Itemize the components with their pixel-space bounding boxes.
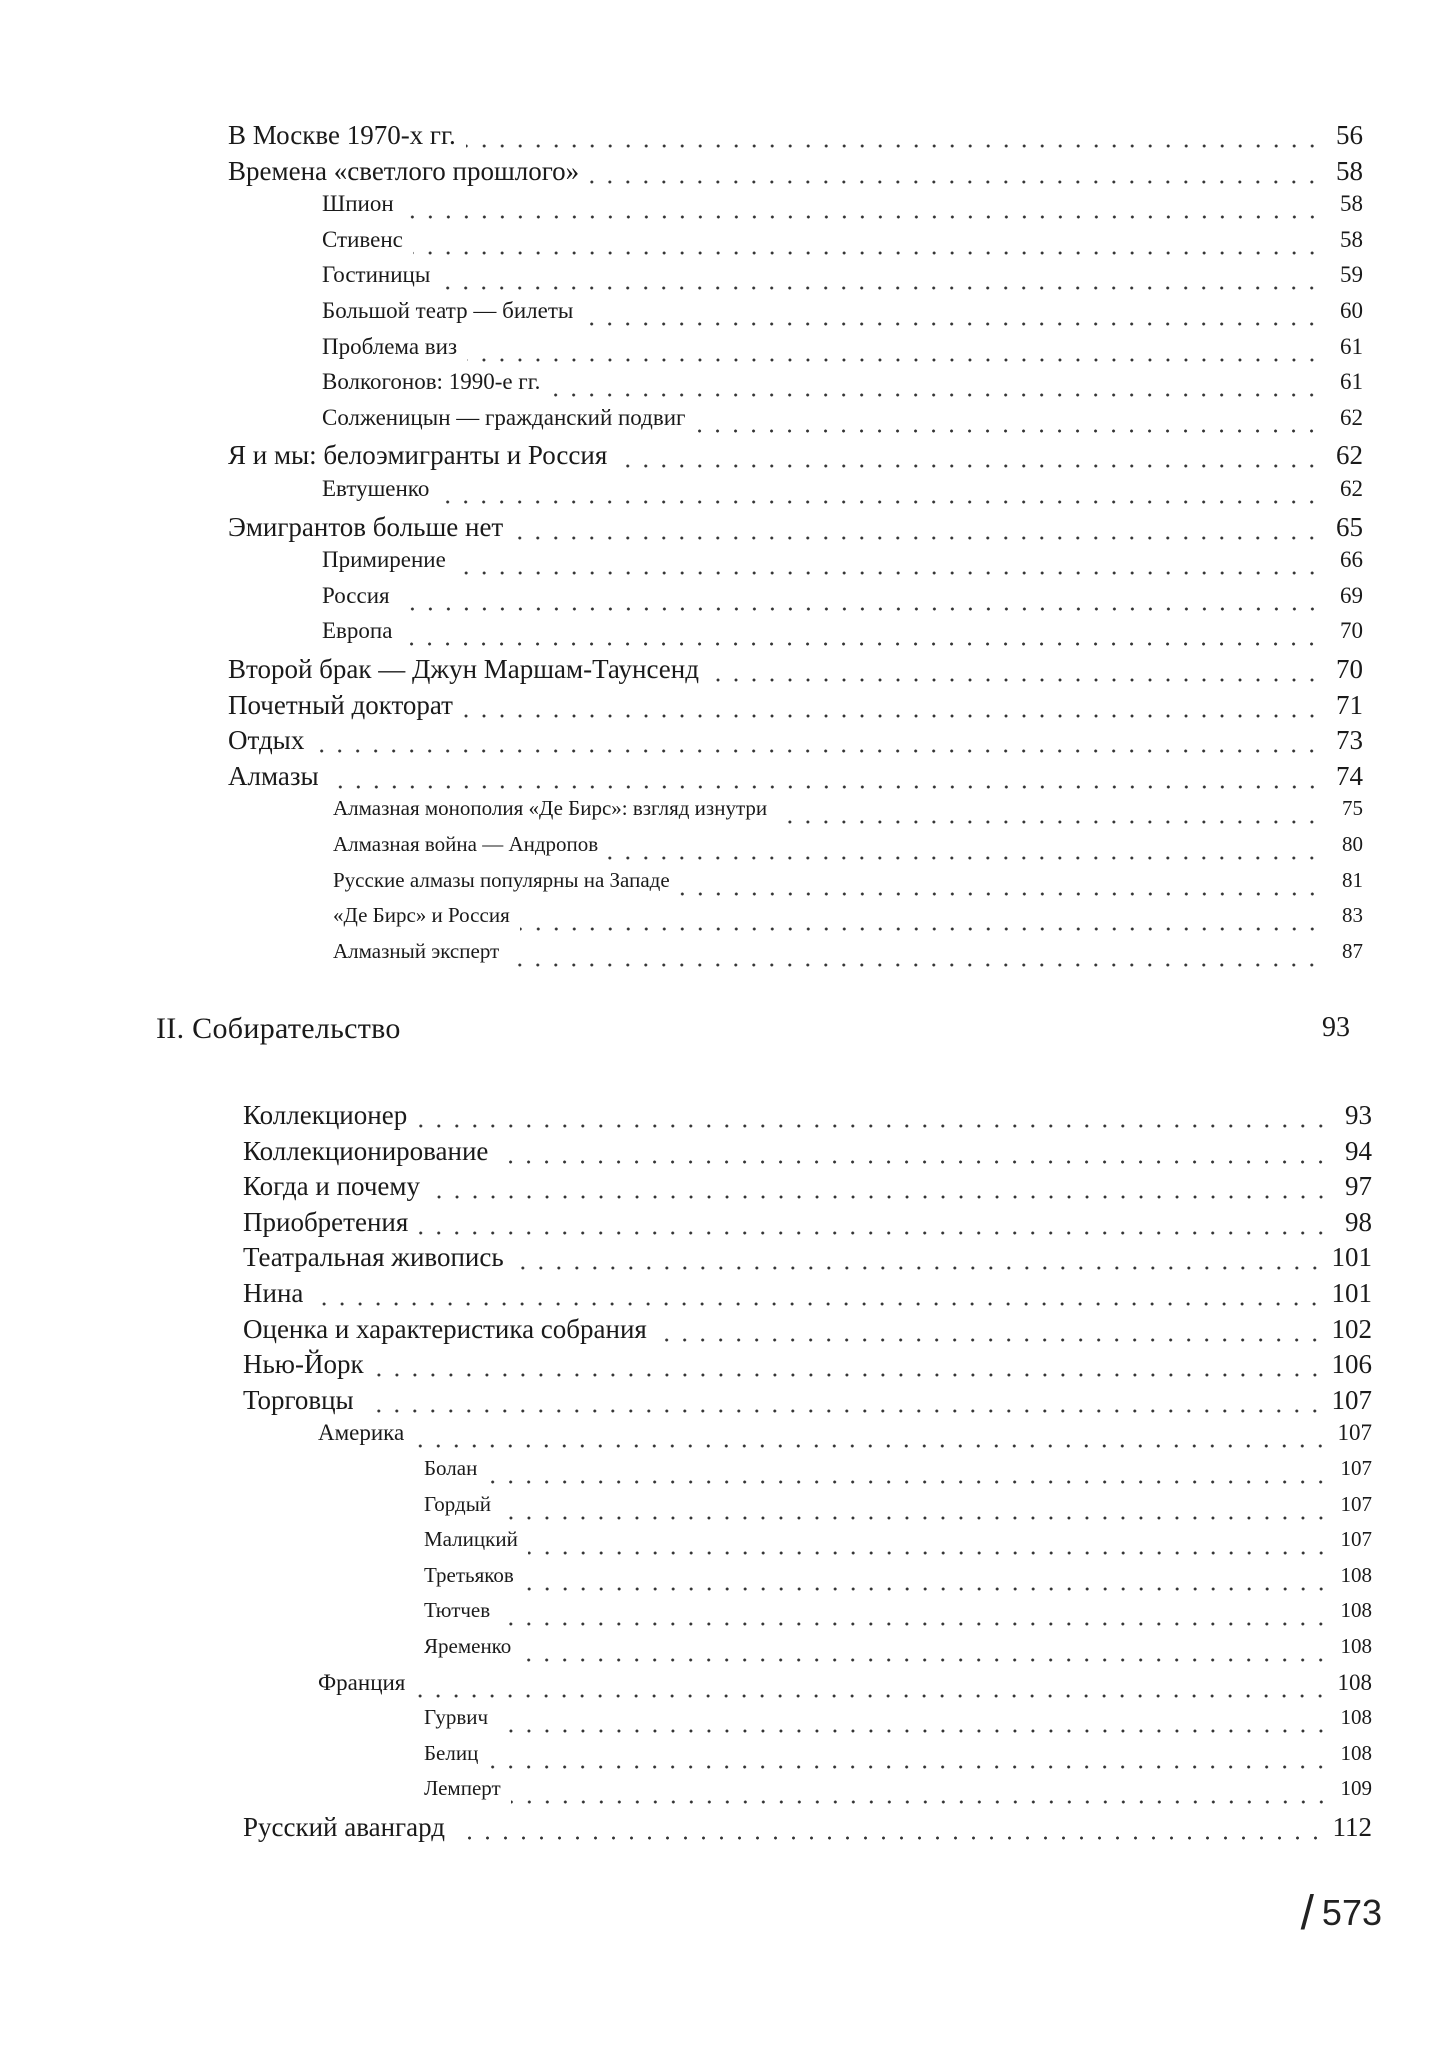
toc-entry-title: Примирение [322, 547, 446, 573]
toc-entry-title: Проблема виз [322, 333, 458, 359]
toc-entry-title: Театральная живопись [243, 1242, 504, 1273]
toc-entry-title: Европа [322, 618, 393, 644]
dot-leader [524, 1587, 1330, 1591]
toc-entry-title: Когда и почему [243, 1171, 420, 1202]
toc-entry[interactable] [243, 1100, 1372, 1136]
dot-leader [414, 1444, 1329, 1448]
toc-entry-title: Второй брак — Джун Маршам-Таунсенд [228, 654, 699, 684]
toc-entry-page: 87 [1342, 938, 1363, 963]
toc-entry-title: Алмазная война — Андропов [333, 832, 599, 856]
toc-entry-title: Оценка и характеристика собрания [243, 1313, 647, 1344]
toc-entry-title: Волкогонов: 1990-е гг. [322, 369, 541, 395]
toc-entry-page: 112 [1332, 1812, 1372, 1842]
section-page-number: 93 [1322, 1012, 1350, 1043]
toc-entry-page: 69 [1340, 582, 1363, 608]
toc-entry-page: 58 [1336, 155, 1363, 186]
dot-leader [498, 1729, 1330, 1733]
toc-entry-title: Русские алмазы популярны на Западе [333, 867, 670, 892]
toc-entry-title: «Де Бирс» и Россия [333, 903, 510, 928]
toc-entry-page: 108 [1340, 1634, 1372, 1658]
toc-entry-title: Россия [322, 582, 390, 608]
toc-entry-page: 66 [1340, 547, 1363, 573]
toc-entry[interactable] [243, 1207, 1372, 1243]
toc-entry-page: 70 [1340, 618, 1363, 644]
toc-entry[interactable] [243, 1349, 1372, 1385]
toc-entry-page: 108 [1340, 1740, 1372, 1765]
toc-entry-title: Третьяков [424, 1562, 514, 1587]
toc-entry[interactable] [243, 1278, 1372, 1314]
toc-entry[interactable] [424, 1563, 1372, 1599]
toc-entry-title: Отдых [228, 725, 305, 756]
toc-entry-page: 61 [1340, 369, 1363, 395]
toc-entry-page: 56 [1336, 120, 1363, 150]
dot-leader [488, 1765, 1330, 1769]
toc-entry-title: Лемперт [424, 1776, 501, 1801]
toc-entry-title: Большой театр — билеты [322, 298, 574, 323]
dot-leader [528, 1551, 1330, 1555]
toc-entry[interactable] [318, 1670, 1372, 1706]
slash-mark: / [1300, 1887, 1314, 1940]
toc-entry-page: 58 [1340, 226, 1363, 252]
toc-entry-title: Гордый [424, 1491, 492, 1516]
toc-entry-title: Белиц [424, 1740, 479, 1765]
toc-entry-title: Времена «светлого прошлого» [228, 155, 580, 186]
toc-entry-page: 62 [1336, 440, 1363, 471]
dot-leader [374, 1373, 1324, 1377]
dot-leader [487, 1480, 1330, 1484]
toc-entry-title: Алмазная монополия «Де Бирс»: взгляд изнутри [333, 796, 768, 821]
toc-entry-page: 61 [1340, 333, 1363, 359]
toc-entry-title: Франция [318, 1669, 406, 1695]
toc-entry[interactable] [243, 1385, 1372, 1421]
dot-leader [364, 1409, 1324, 1413]
toc-entry-page: 59 [1340, 262, 1363, 288]
toc-entry-title: Русский авангард [243, 1812, 445, 1842]
toc-entry-page: 108 [1337, 1669, 1372, 1695]
toc-entry[interactable] [243, 1136, 1372, 1172]
toc-entry-title: Яременко [424, 1634, 512, 1658]
toc-entry-title: В Москве 1970-х гг. [228, 120, 456, 150]
toc-entry[interactable] [424, 1776, 1372, 1812]
toc-entry-title: Коллекционер [243, 1100, 408, 1130]
toc-entry-page: 71 [1336, 689, 1363, 720]
dot-leader [418, 1231, 1330, 1235]
toc-entry-page: 108 [1340, 1705, 1372, 1730]
toc-entry-page: 83 [1342, 903, 1363, 928]
toc-entry-page: 80 [1342, 832, 1363, 856]
toc-entry-title: Малицкий [424, 1527, 518, 1552]
toc-entry-page: 93 [1345, 1100, 1372, 1130]
dot-leader [313, 1302, 1323, 1306]
dot-leader [514, 1266, 1324, 1270]
toc-entry-page: 73 [1336, 725, 1363, 756]
dot-leader [498, 1160, 1330, 1164]
toc-entry-page: 107 [1340, 1491, 1372, 1516]
toc-entry[interactable] [424, 1741, 1372, 1777]
toc-entry-page: 97 [1345, 1171, 1372, 1202]
toc-entry-page: 108 [1340, 1598, 1372, 1623]
toc-entry-page: 81 [1342, 867, 1363, 892]
toc-entry[interactable] [424, 1705, 1372, 1741]
dot-leader [500, 1622, 1330, 1626]
toc-entry-title: Гурвич [424, 1705, 489, 1730]
dot-leader [455, 1836, 1325, 1840]
folio-number: 573 [1321, 1892, 1382, 1933]
toc-entry[interactable] [424, 1598, 1372, 1634]
toc-entry-page: 107 [1331, 1384, 1372, 1415]
toc-entry-page: 74 [1336, 760, 1363, 791]
toc-entry-page: 107 [1337, 1420, 1372, 1446]
toc-entry-page: 75 [1342, 796, 1363, 821]
toc-entry-title: Нина [243, 1278, 304, 1308]
toc-entry-page: 98 [1345, 1206, 1372, 1237]
toc-entry-title: Нью-Йорк [243, 1349, 364, 1380]
toc-entry-title: Шпион [322, 191, 394, 217]
toc-entry-title: Алмазный эксперт [333, 938, 500, 963]
toc-entry-title: Гостиницы [322, 262, 431, 288]
toc-entry-page: 62 [1340, 476, 1363, 501]
toc-entry-page: 108 [1340, 1562, 1372, 1587]
toc-entry-title: Алмазы [228, 760, 319, 791]
toc-entry-title: Торговцы [243, 1384, 354, 1415]
section-heading: II. Собирательство [156, 1012, 401, 1045]
toc-entry-title: Стивенс [322, 226, 403, 252]
toc-entry-title: Я и мы: белоэмигранты и Россия [228, 440, 608, 471]
toc-entry-title: Почетный докторат [228, 689, 453, 720]
toc-entry[interactable] [243, 1812, 1372, 1848]
toc-entry[interactable] [318, 1420, 1372, 1456]
toc-entry-title: Солженицын — гражданский подвиг [322, 404, 686, 430]
toc-entry[interactable] [243, 1314, 1372, 1350]
toc-entry-page: 65 [1336, 511, 1363, 542]
toc-entry-page: 101 [1331, 1278, 1372, 1308]
toc-entry[interactable] [243, 1171, 1372, 1207]
toc-entry-page: 101 [1331, 1242, 1372, 1273]
toc-entry-page: 102 [1331, 1313, 1372, 1344]
dot-leader [521, 1658, 1330, 1662]
toc-entry-page: 60 [1340, 298, 1363, 323]
toc-entry-page: 109 [1340, 1776, 1372, 1801]
toc-entry-title: Болан [424, 1456, 478, 1480]
dot-leader [415, 1694, 1329, 1698]
toc-entry-page: 107 [1340, 1456, 1372, 1480]
toc-entry-title: Евтушенко [322, 476, 430, 501]
toc-entry-title: Приобретения [243, 1206, 409, 1237]
toc-entry[interactable] [424, 1492, 1372, 1528]
toc-entry-page: 94 [1345, 1135, 1372, 1166]
toc-entry-title: Тютчев [424, 1598, 491, 1623]
page-folio [1301, 1886, 1382, 1941]
dot-leader [501, 1516, 1330, 1520]
toc-entry[interactable] [243, 1242, 1372, 1278]
toc-entry-page: 70 [1336, 654, 1363, 684]
toc-entry-page: 106 [1331, 1349, 1372, 1380]
toc-entry-page: 107 [1340, 1527, 1372, 1552]
toc-entry-page: 62 [1340, 404, 1363, 430]
toc-entry-title: Коллекционирование [243, 1135, 489, 1166]
toc-entry[interactable] [424, 1456, 1372, 1492]
toc-entry-page: 58 [1340, 191, 1363, 217]
toc-entry-title: Америка [318, 1420, 405, 1446]
toc-entry-title: Эмигрантов больше нет [228, 511, 504, 542]
dot-leader [417, 1124, 1330, 1128]
dot-leader [430, 1195, 1330, 1199]
dot-leader [511, 1800, 1330, 1804]
toc-entry[interactable] [424, 1527, 1372, 1563]
toc-entry[interactable] [424, 1634, 1372, 1670]
dot-leader [657, 1338, 1324, 1342]
